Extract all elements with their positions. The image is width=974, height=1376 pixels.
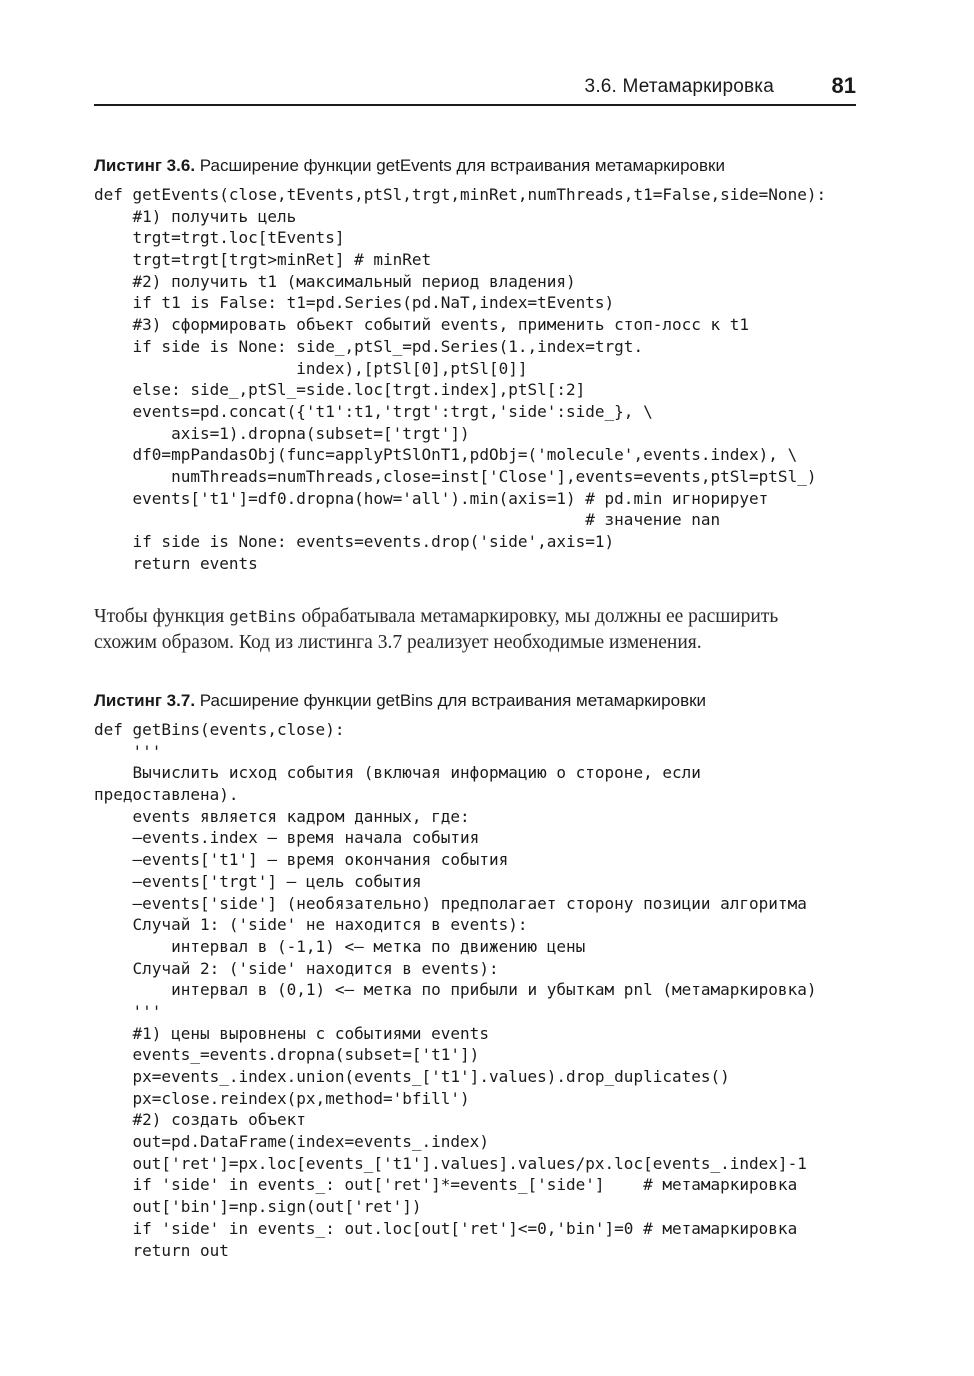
listing-3-7-code	[94, 719, 816, 1261]
code-line: events=pd.concat({'t1':t1,'trgt':trgt,'side':side_}, \	[94, 401, 653, 421]
code-line: # значение nan	[94, 510, 721, 530]
running-head: 3.6. Метамаркировка	[584, 76, 774, 97]
code-line: def getBins(events,close):	[94, 720, 345, 739]
code-line: trgt=trgt[trgt>minRet] # minRet	[94, 250, 432, 270]
code-line: —events['t1'] — время окончания события	[94, 850, 509, 870]
inline-code-getbins: getBins	[229, 607, 297, 626]
code-line: out['bin']=np.sign(out['ret'])	[94, 1197, 422, 1217]
paragraph-line1-before: Чтобы функция	[94, 606, 230, 627]
paragraph-line2: схожим образом. Код из листинга 3.7 реализует необходимые изменения.	[94, 632, 702, 653]
code-line: numThreads=numThreads,close=inst['Close'],events=events,ptSl=ptSl_)	[94, 466, 817, 486]
listing-3-6-title: Расширение функции getEvents для встраивания метамаркировки	[199, 156, 725, 175]
code-line: trgt=trgt.loc[tEvents]	[94, 228, 345, 248]
code-line: —events.index — время начала события	[94, 828, 480, 848]
code-line: Случай 1: ('side' не находится в events):	[94, 915, 528, 935]
code-line: events является кадром данных, где:	[94, 806, 470, 826]
code-line: axis=1).dropna(subset=['trgt'])	[94, 423, 470, 443]
code-line: Вычислить исход события (включая информацию о стороне, если	[94, 763, 701, 783]
code-line: if 'side' in events_: out['ret']*=events_['side'] # метамаркировка	[94, 1175, 798, 1195]
code-line: —events['trgt'] — цель события	[94, 871, 422, 891]
code-line: предоставлена).	[94, 785, 239, 805]
code-line: events['t1']=df0.dropna(how='all').min(axis=1) # pd.min игнорирует	[94, 488, 769, 508]
code-line: return out	[94, 1240, 229, 1260]
page-header	[94, 72, 856, 106]
code-line: index),[ptSl[0],ptSl[0]]	[94, 358, 528, 378]
listing-3-6-code	[94, 184, 826, 574]
code-line: #3) сформировать объект событий events, применить стоп-лосс к t1	[94, 315, 750, 335]
page-number: 81	[831, 73, 856, 98]
code-line: '''	[94, 1001, 162, 1021]
code-line: интервал в (0,1) <— метка по прибыли и убыткам pnl (метамаркировка)	[94, 980, 817, 1000]
listing-3-6-label: Листинг 3.6.	[94, 156, 196, 175]
listing-3-7-title: Расширение функции getBins для встраивания метамаркировки	[199, 691, 707, 710]
code-line: if t1 is False: t1=pd.Series(pd.NaT,index=tEvents)	[94, 293, 615, 313]
code-line: —events['side'] (необязательно) предполагает сторону позиции алгоритма	[94, 893, 807, 913]
listing-3-6-caption	[94, 156, 725, 176]
code-line: out['ret']=px.loc[events_['t1'].values].values/px.loc[events_.index]-1	[94, 1153, 807, 1173]
paragraph-line1-after: обрабатывала метамаркировку, мы должны ее расширить	[296, 606, 779, 627]
code-line: if 'side' in events_: out.loc[out['ret']<=0,'bin']=0 # метамаркировка	[94, 1218, 798, 1238]
listing-3-7-caption	[94, 691, 706, 711]
code-line: else: side_,ptSl_=side.loc[trgt.index],ptSl[:2]	[94, 380, 586, 400]
code-line: px=events_.index.union(events_['t1'].values).drop_duplicates()	[94, 1067, 730, 1086]
body-paragraph	[94, 604, 860, 656]
code-line: def getEvents(close,tEvents,ptSl,trgt,minRet,numThreads,t1=False,side=None):	[94, 185, 827, 204]
code-line: if side is None: side_,ptSl_=pd.Series(1.,index=trgt.	[94, 336, 644, 356]
code-line: if side is None: events=events.drop('side',axis=1)	[94, 532, 615, 551]
code-line: px=close.reindex(px,method='bfill')	[94, 1088, 470, 1108]
code-line: #1) цены выровнены с событиями events	[94, 1023, 489, 1043]
code-line: #2) создать объект	[94, 1110, 306, 1130]
code-line: events_=events.dropna(subset=['t1'])	[94, 1045, 480, 1065]
code-line: Случай 2: ('side' находится в events):	[94, 958, 499, 978]
code-line: out=pd.DataFrame(index=events_.index)	[94, 1132, 489, 1152]
code-line: '''	[94, 741, 162, 761]
code-line: #2) получить t1 (максимальный период владения)	[94, 271, 576, 291]
code-line: df0=mpPandasObj(func=applyPtSlOnT1,pdObj=('molecule',events.index), \	[94, 445, 798, 465]
code-line: return events	[94, 553, 258, 573]
code-line: интервал в (-1,1) <— метка по движению цены	[94, 936, 586, 956]
listing-3-7-label: Листинг 3.7.	[94, 691, 196, 710]
code-line: #1) получить цель	[94, 206, 297, 226]
